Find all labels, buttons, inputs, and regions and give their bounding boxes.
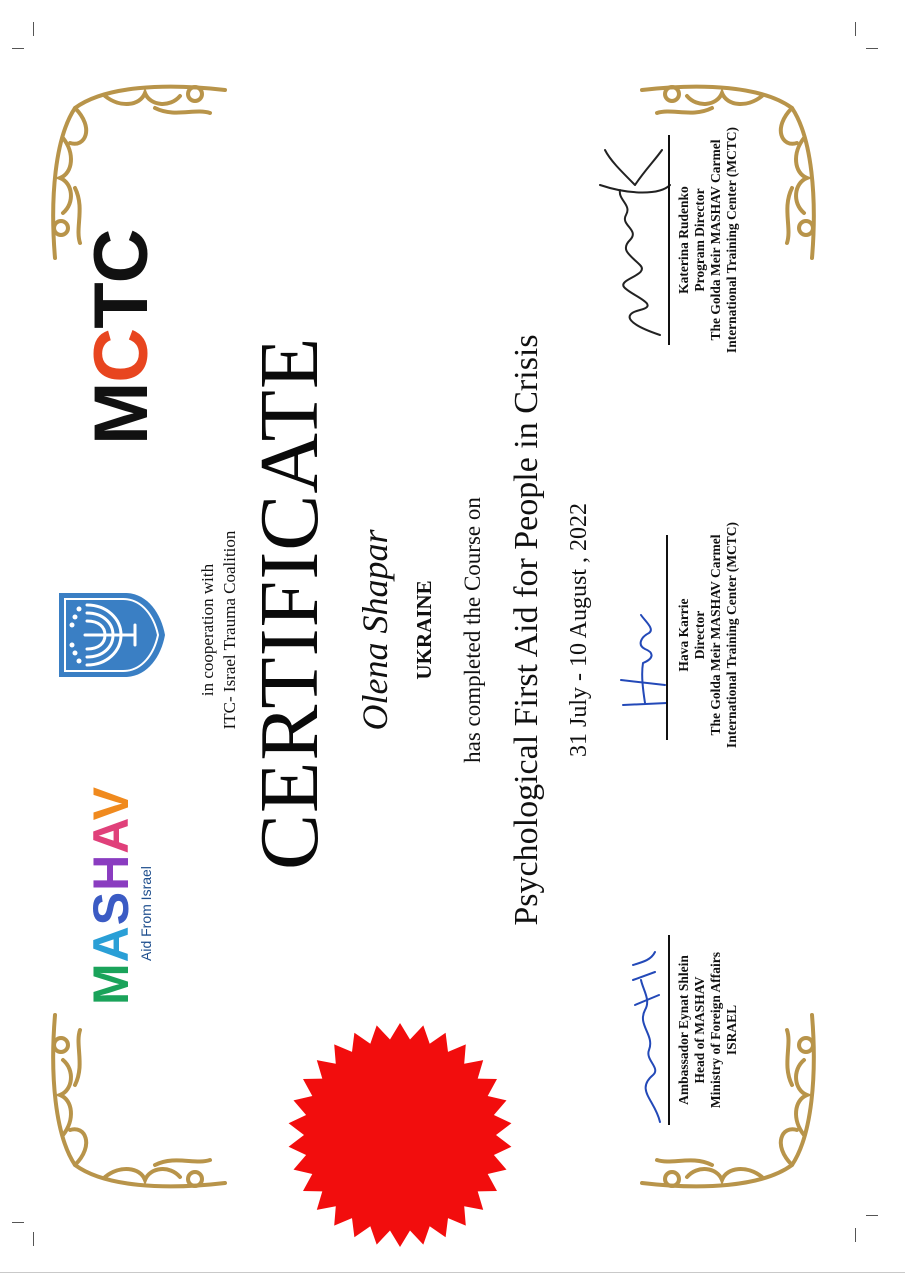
signature-block-1 bbox=[676, 900, 740, 1160]
signature-block-3 bbox=[676, 100, 740, 380]
signer-3-title: Program Director bbox=[692, 188, 707, 292]
signer-1-org-2: ISRAEL bbox=[724, 1004, 739, 1056]
signature-block-2 bbox=[676, 495, 740, 775]
mashav-wordmark: MASHAV bbox=[83, 786, 139, 1005]
mctc-letters-tc: TC bbox=[79, 229, 164, 329]
signer-2-org-2: International Training Center (MCTC) bbox=[724, 521, 739, 749]
signature-line-3 bbox=[668, 135, 670, 345]
completion-text: has completed the Course on bbox=[460, 497, 485, 763]
certificate-title: CERTIFICATE bbox=[243, 336, 336, 870]
signer-2-name: Hava Karrie bbox=[676, 598, 691, 672]
cooperation-line-1: in cooperation with bbox=[198, 563, 217, 697]
signer-2-title: Director bbox=[692, 610, 707, 660]
course-name: Psychological First Aid for People in Crisis bbox=[508, 334, 545, 926]
mctc-logo bbox=[78, 229, 165, 445]
mashav-logo bbox=[83, 785, 154, 1005]
signer-1-title: Head of MASHAV bbox=[692, 976, 707, 1084]
signature-3-icon bbox=[590, 145, 680, 345]
signer-3-org: The Golda Meir MASHAV Carmel bbox=[708, 139, 723, 341]
signer-1-org: Ministry of Foreign Affairs bbox=[708, 951, 723, 1109]
signer-3-org-2: International Training Center (MCTC) bbox=[724, 126, 739, 354]
mctc-letter-m: M bbox=[79, 382, 164, 445]
mashav-tagline: Aid From Israel bbox=[138, 866, 154, 961]
signature-line-1 bbox=[668, 935, 670, 1125]
menorah-emblem-icon bbox=[55, 587, 167, 683]
signer-1-name: Ambassador Eynat Shlein bbox=[676, 955, 691, 1105]
signer-3-name: Katerina Rudenko bbox=[676, 186, 691, 294]
signature-1-icon bbox=[615, 940, 675, 1130]
red-seal-icon bbox=[285, 1020, 515, 1250]
cooperation-line-2: ITC- Israel Trauma Coalition bbox=[220, 530, 239, 730]
course-dates: 31 July - 10 August , 2022 bbox=[566, 503, 592, 758]
recipient-country: UKRAINE bbox=[412, 580, 436, 680]
signature-line-2 bbox=[666, 535, 668, 740]
signer-2-org: The Golda Meir MASHAV Carmel bbox=[708, 534, 723, 736]
mctc-letter-c: C bbox=[79, 328, 164, 383]
recipient-name: Olena Shapar bbox=[355, 529, 395, 731]
